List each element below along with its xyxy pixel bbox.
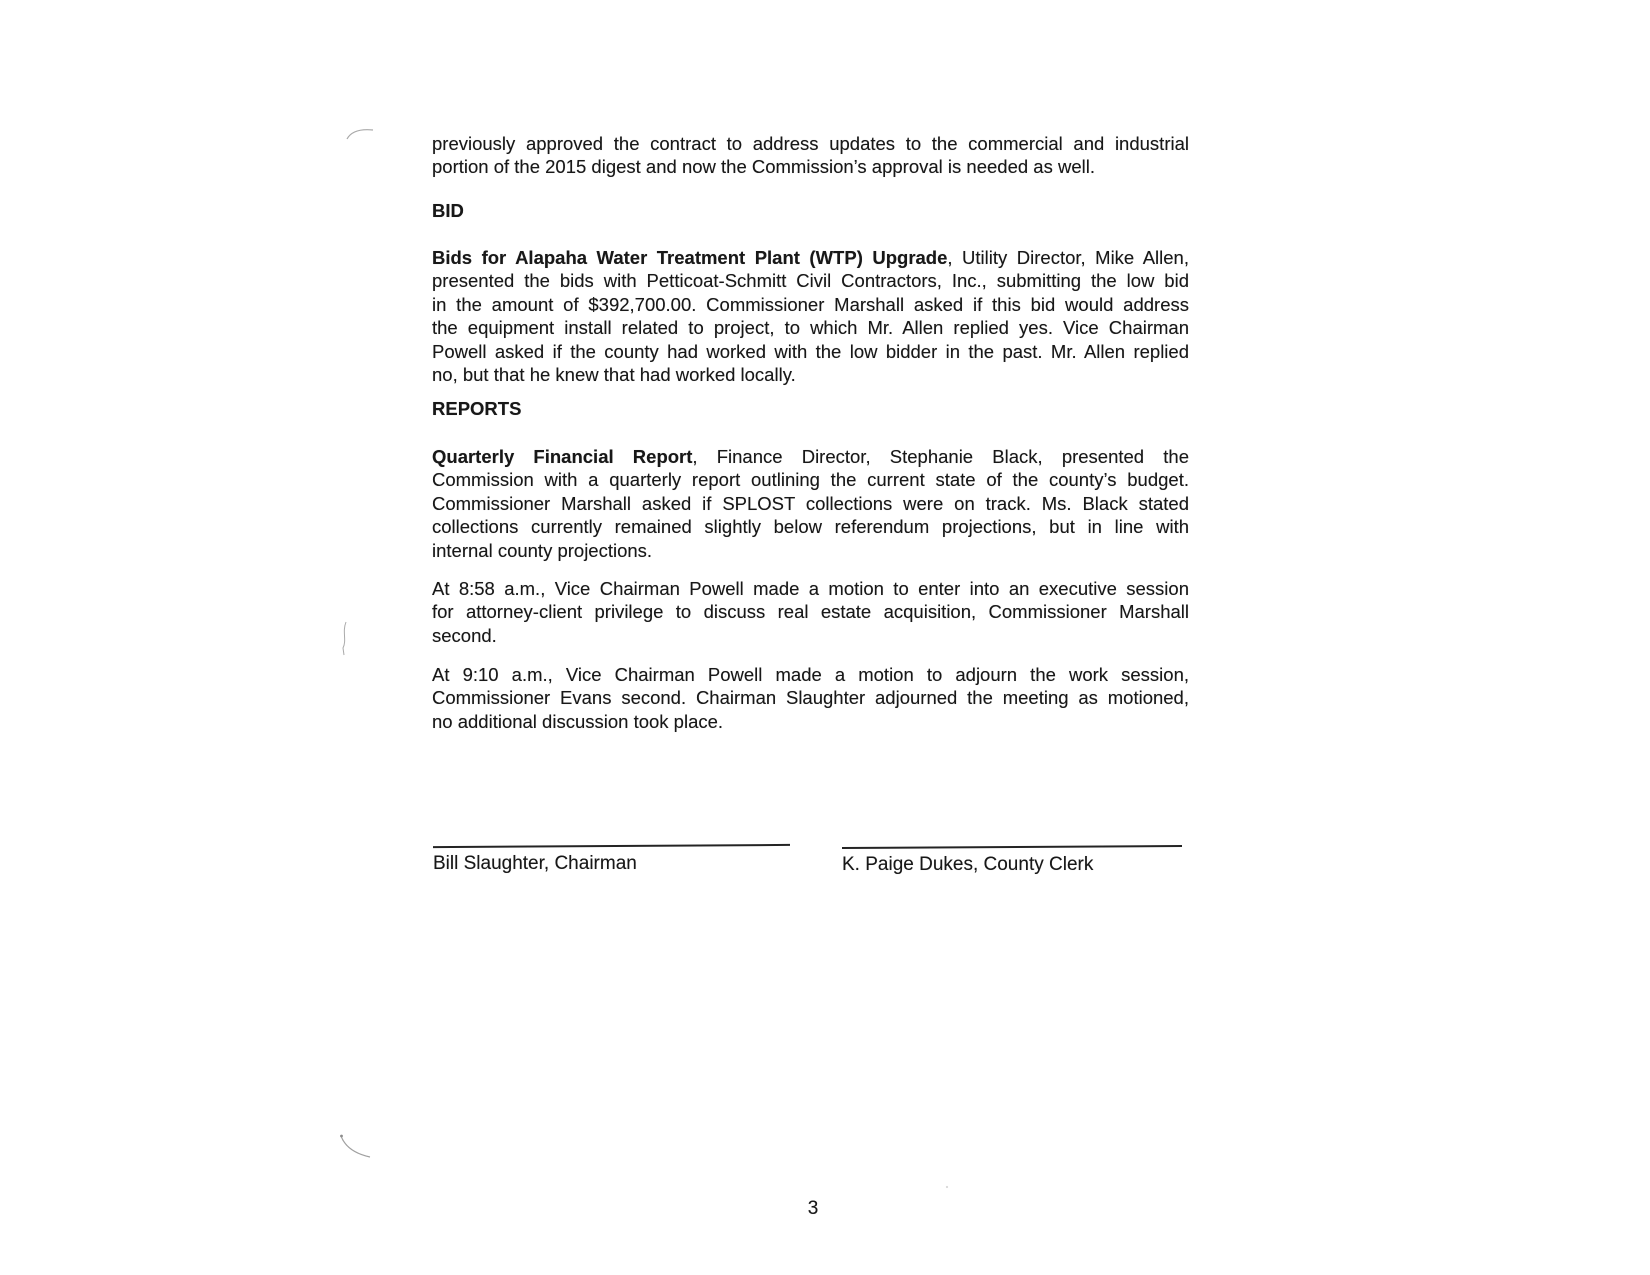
text-line: Commission with a quarterly report outlining the current state of the county’s budget. — [432, 469, 1189, 491]
text-line: no additional discussion took place. — [432, 710, 724, 732]
text-line: portion of the 2015 digest and now the Commission’s approval is needed as well. — [432, 156, 1095, 178]
paragraph-bid — [432, 246, 1189, 386]
text-line: At 9:10 a.m., Vice Chairman Powell made a motion to adjourn the work session, — [432, 664, 1189, 685]
scan-speck — [340, 1135, 343, 1138]
text-line: in the amount of $392,700.00. Commissioner Marshall asked if this bid would address — [432, 293, 1189, 315]
scan-smudge-mid-left — [343, 622, 346, 655]
text-line — [432, 246, 1189, 269]
clerk-signature-line — [842, 845, 1182, 849]
scan-smudge-bottom-left — [341, 1136, 370, 1157]
text-line: presented the bids with Petticoat-Schmitt Civil Contractors, Inc., submitting the low bid — [432, 270, 1189, 292]
paragraph-intro — [432, 132, 1189, 179]
report-item-lead-rest: , Finance Director, Stephanie Black, presented the — [692, 446, 1189, 467]
paragraph-quarterly-report — [432, 445, 1189, 562]
scan-speck-faint — [946, 1186, 948, 1188]
text-line: second. — [432, 624, 497, 646]
text-line: previously approved the contract to address updates to the commercial and industrial — [432, 133, 1189, 154]
text-line: for attorney-client privilege to discuss real estate acquisition, Commissioner Marshall — [432, 601, 1189, 623]
chairman-signature-line — [433, 844, 790, 848]
section-heading-reports: REPORTS — [432, 398, 522, 419]
text-line: Powell asked if the county had worked with the low bidder in the past. Mr. Allen replied — [432, 340, 1189, 362]
signature-block-chairman — [433, 845, 790, 875]
bid-item-title: Bids for Alapaha Water Treatment Plant (WTP) Upgrade — [432, 247, 948, 268]
text-line: Commissioner Marshall asked if SPLOST collections were on track. Ms. Black stated — [432, 492, 1189, 514]
page-number: 3 — [807, 1198, 819, 1219]
bid-item-lead-rest: , Utility Director, Mike Allen, — [947, 247, 1189, 268]
text-line: internal county projections. — [432, 539, 653, 561]
text-line: the equipment install related to project, to which Mr. Allen replied yes. Vice Chairman — [432, 317, 1189, 339]
signature-block-clerk — [842, 846, 1182, 876]
report-item-title: Quarterly Financial Report — [432, 446, 693, 467]
clerk-signature-label: K. Paige Dukes, County Clerk — [842, 854, 1094, 875]
scan-smudge-top-left — [347, 130, 373, 139]
chairman-signature-label: Bill Slaughter, Chairman — [433, 853, 637, 874]
text-line — [432, 445, 1189, 468]
section-heading-bid: BID — [432, 200, 464, 221]
paragraph-executive-session — [432, 577, 1189, 647]
text-line: no, but that he knew that had worked locally. — [432, 363, 796, 385]
text-line: collections currently remained slightly below referendum projections, but in line with — [432, 516, 1189, 538]
text-line: Commissioner Evans second. Chairman Slaughter adjourned the meeting as motioned, — [432, 687, 1189, 709]
paragraph-adjournment — [432, 663, 1189, 733]
text-line: At 8:58 a.m., Vice Chairman Powell made a motion to enter into an executive session — [432, 578, 1189, 599]
